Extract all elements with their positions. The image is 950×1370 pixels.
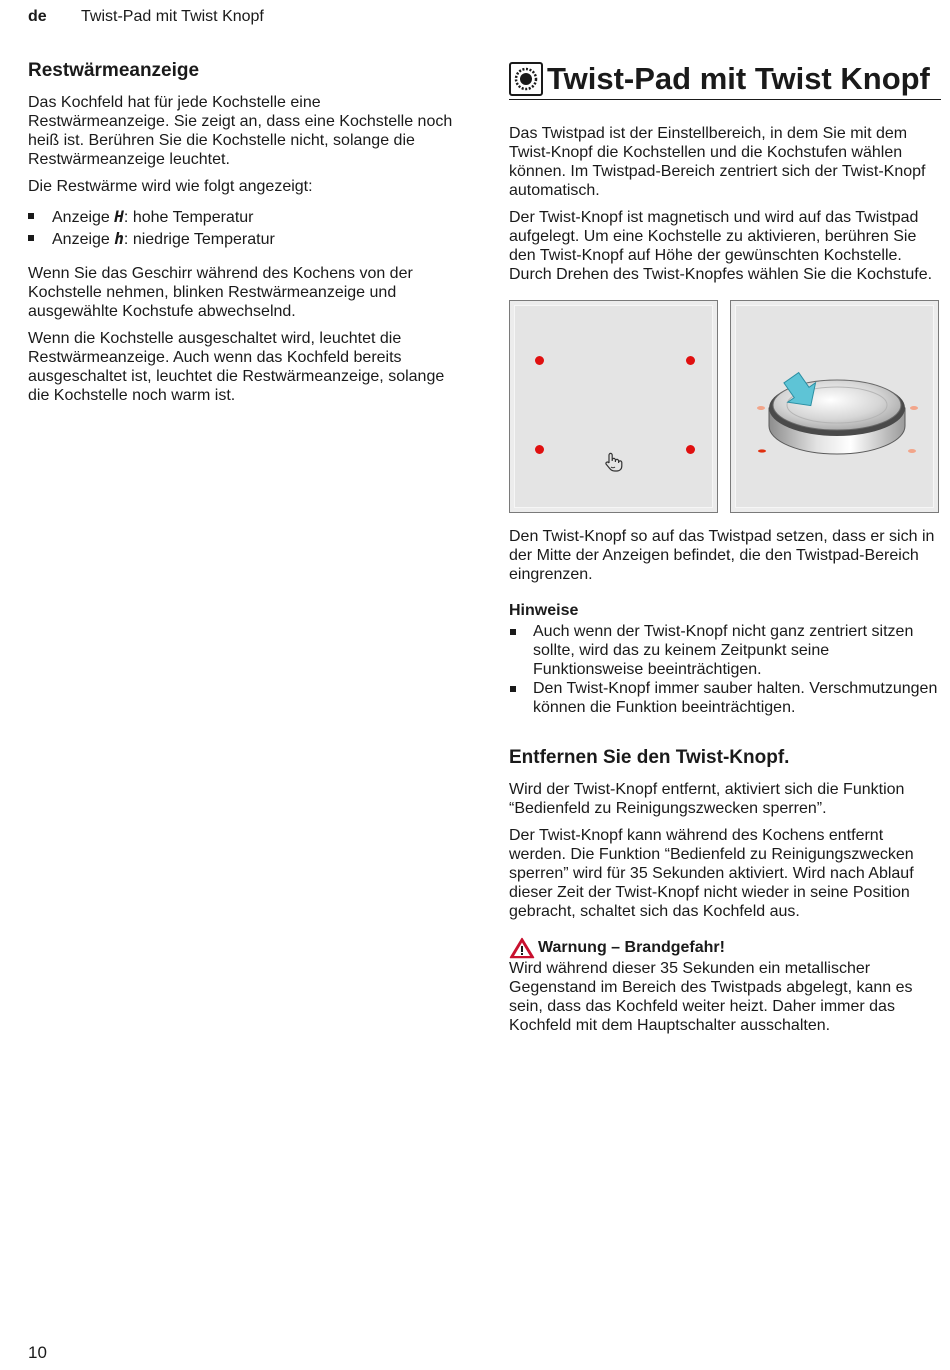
chapter-title [509, 62, 941, 100]
section-heading-restwaerme: Restwärmeanzeige [28, 60, 200, 81]
twist-knob-illustration [731, 301, 940, 514]
paragraph: Wenn Sie das Geschirr während des Kochens von der Kochstelle nehmen, blinken Restwärmeanzeige und ausgewählte Kochstufe abwechselnd. [28, 265, 413, 320]
warning-text: Wird während dieser 35 Sekunden ein metallischer Gegenstand im Bereich des Twistpads abgelegt, kann es sein, dass das Kochfeld weiter heizt. Daher immer das Kochfeld mit dem Hauptschalter ausschalten. [509, 960, 913, 1034]
notes-list [509, 622, 941, 717]
display-glyph-h-low: h [114, 229, 124, 248]
figure-caption: Den Twist-Knopf so auf das Twistpad setzen, dass er sich in der Mitte der Anzeigen befindet, die den Twistpad-Bereich eingrenzen. [509, 528, 935, 583]
paragraph: Das Twistpad ist der Einstellbereich, in dem Sie mit dem Twist-Knopf die Kochstellen und die Kochstufen wählen können. Im Twistpad-Bereich zentriert sich der Twist-Knopf automatisch. [509, 125, 926, 199]
twistpad-figure [509, 300, 718, 513]
list-item: Auch wenn der Twist-Knopf nicht ganz zentriert sitzen sollte, wird das zu keinem Zeitpunkt seine Funktionsweise beeinträchtigen. [509, 622, 941, 679]
indicator-light [686, 356, 695, 365]
notes-heading: Hinweise [509, 602, 579, 619]
list-item: Den Twist-Knopf immer sauber halten. Verschmutzungen können die Funktion beeinträchtigen. [509, 679, 941, 717]
warning-triangle-icon [509, 937, 535, 959]
paragraph: Der Twist-Knopf ist magnetisch und wird auf das Twistpad aufgelegt. Um eine Kochstelle zu aktivieren, berühren Sie den Twist-Knopf auf Höhe der gewünschten Kochstelle. Durch Drehen des Twist-Knopfes wählen Sie die Kochstufe. [509, 209, 933, 283]
paragraph: Der Twist-Knopf kann während des Kochens entfernt werden. Die Funktion “Bedienfeld zu Reinigungszwecken sperren” wird für 35 Sekunden aktiviert. Wird nach Ablauf dieser Zeit der Twist-Knopf nicht wieder in seine Position gebracht, schaltet sich das Kochfeld aus. [509, 827, 914, 920]
warning-heading [509, 937, 941, 959]
touch-hand-icon [604, 451, 624, 478]
indicator-light [535, 445, 544, 454]
paragraph: Das Kochfeld hat für jede Kochstelle eine Restwärmeanzeige. Sie zeigt an, dass eine Kochstelle noch heiß ist. Berühren Sie die Kochstelle nicht, solange die Restwärmeanzeige leuchtet. [28, 94, 453, 168]
twist-knob-icon [509, 62, 543, 96]
display-glyph-h-high: H [114, 207, 124, 226]
paragraph: Die Restwärme wird wie folgt angezeigt: [28, 178, 313, 195]
indicator-light [535, 356, 544, 365]
right-column [509, 60, 941, 1043]
indicator-list [28, 206, 458, 250]
indicator-light [686, 445, 695, 454]
list-item: Anzeige h: niedrige Temperatur [28, 228, 458, 250]
warning-title-text: Warnung – Brandgefahr! [538, 939, 725, 956]
section-heading-remove: Entfernen Sie den Twist-Knopf. [509, 747, 790, 768]
figure-row [509, 300, 941, 513]
page-number: 10 [28, 1343, 47, 1362]
running-title: Twist-Pad mit Twist Knopf [81, 8, 264, 25]
left-column [28, 60, 458, 413]
page-header [28, 8, 264, 26]
twist-knob-figure [730, 300, 939, 513]
language-code: de [28, 8, 47, 25]
paragraph: Wird der Twist-Knopf entfernt, aktiviert sich die Funktion “Bedienfeld zu Reinigungszwecken sperren”. [509, 781, 905, 817]
chapter-title-text: Twist-Pad mit Twist Knopf [547, 61, 930, 96]
list-item: Anzeige H: hohe Temperatur [28, 206, 458, 228]
paragraph: Wenn die Kochstelle ausgeschaltet wird, leuchtet die Restwärmeanzeige. Auch wenn das Kochfeld bereits ausgeschaltet ist, leuchtet die Restwärmeanzeige, solange die Kochstelle noch warm ist. [28, 330, 445, 404]
